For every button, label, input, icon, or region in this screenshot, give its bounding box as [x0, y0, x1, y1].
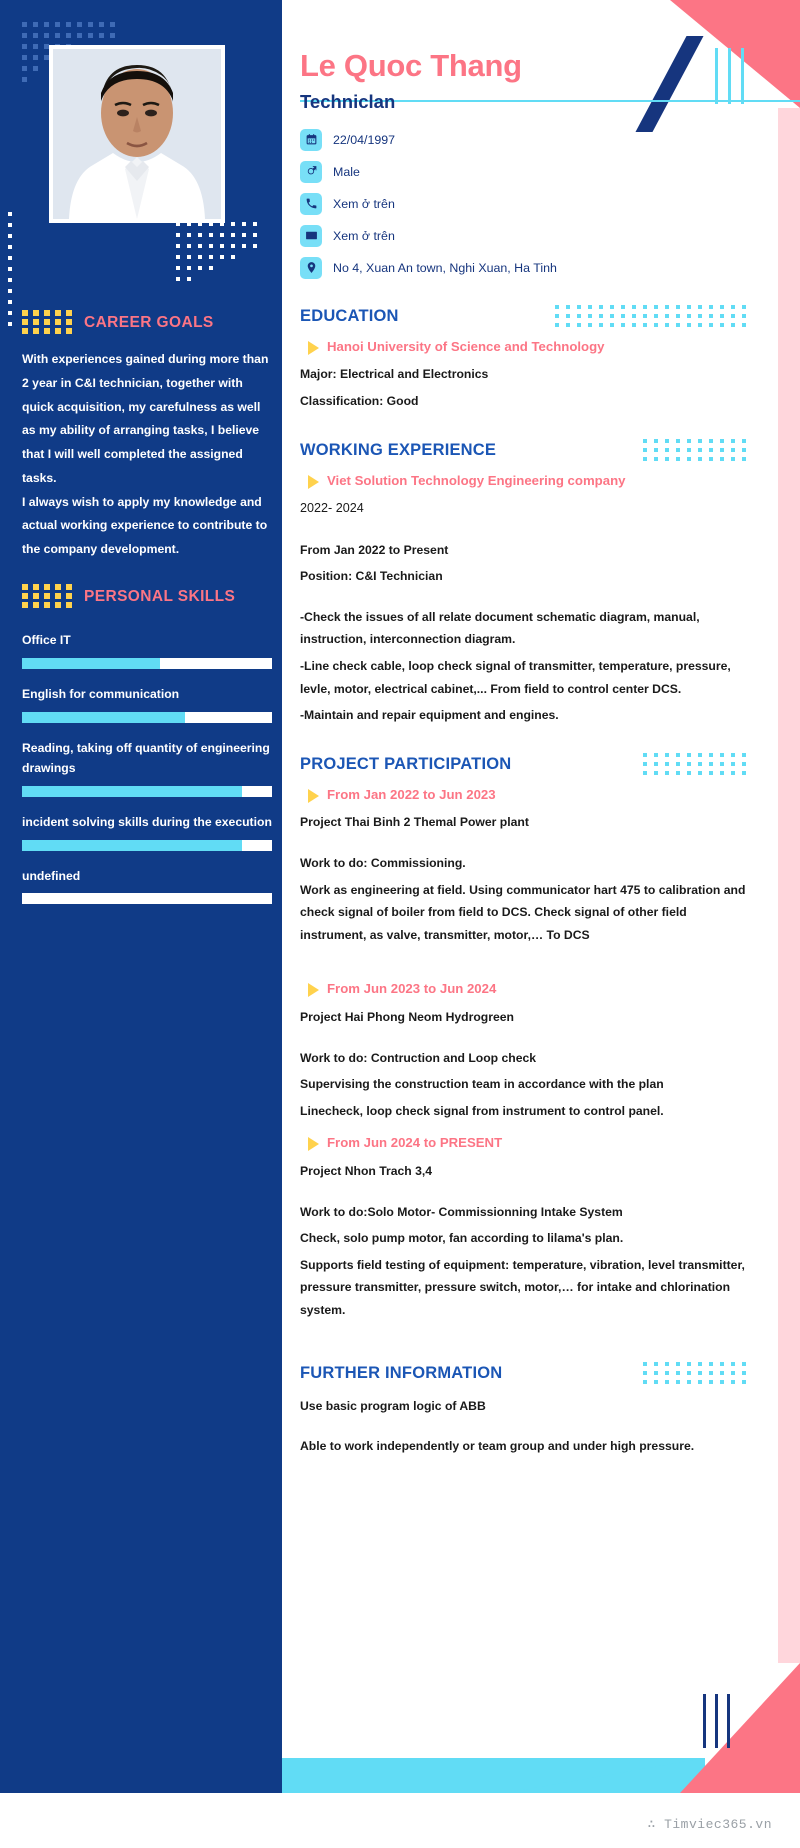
- education-school: Hanoi University of Science and Technology: [327, 338, 605, 354]
- further-information-header: [300, 1362, 755, 1386]
- contact-row-gender[interactable]: [300, 161, 755, 183]
- project-item: [300, 1134, 755, 1321]
- contact-text: 22/04/1997: [333, 132, 396, 147]
- project-detail: Supports field testing of equipment: temperature, vibration, level transmitter, pressure transmitter, pressure switch, motor,… for intake and chlorination system.: [300, 1257, 745, 1317]
- sidebar-content: [22, 310, 272, 919]
- project-period: From Jun 2024 to PRESENT: [327, 1135, 503, 1151]
- project-period-row: [308, 786, 755, 804]
- working-experience-entry: [308, 472, 755, 490]
- decorative-dot-grid-right: [176, 222, 268, 282]
- duty-line: -Maintain and repair equipment and engines.: [300, 708, 559, 723]
- employment-period: From Jan 2022 to Present: [300, 542, 449, 557]
- education-title: EDUCATION: [300, 307, 399, 326]
- contact-text: Xem ở trên: [333, 228, 395, 243]
- personal-skills-heading: [22, 584, 272, 610]
- skill-label: undefined: [22, 868, 81, 883]
- project-detail: Work as engineering at field. Using communicator hart 475 to calibration and check signal of boiler from field to DCS. Check signal of other field instrument, as valve, transmitter, motor,… To DCS: [300, 882, 746, 942]
- further-information-title: FURTHER INFORMATION: [300, 1364, 503, 1382]
- skill-list: [22, 630, 272, 904]
- contact-row-address[interactable]: [300, 257, 755, 279]
- calendar-icon: [300, 129, 322, 151]
- skill-label: Office IT: [22, 633, 71, 648]
- employment-years: 2022- 2024: [300, 501, 364, 516]
- career-goals-paragraph-2: I always wish to apply my knowledge and actual working experience to contribute to the company development.: [22, 494, 268, 557]
- duty-line: -Check the issues of all relate document schematic diagram, manual, instruction, interconnection diagram.: [300, 609, 700, 647]
- contact-text: Male: [333, 164, 360, 179]
- personal-skills-title: PERSONAL SKILLS: [84, 588, 236, 606]
- skill-item: [22, 630, 272, 669]
- duty-line: -Line check cable, loop check signal of transmitter, temperature, pressure, levle, motor, electrical cabinet,... From field to control center DCS.: [300, 658, 731, 696]
- triangle-bullet-icon: [308, 475, 319, 489]
- education-entry: [308, 338, 755, 356]
- contact-row-phone[interactable]: [300, 193, 755, 215]
- skill-progress-fill: [22, 786, 242, 797]
- project-detail: Work to do: Commissioning.: [300, 856, 466, 870]
- project-detail: Check, solo pump motor, fan according to lilama's plan.: [300, 1231, 624, 1246]
- main-column: [300, 0, 755, 1462]
- profile-photo: [53, 49, 221, 219]
- cyan-dot-grid-icon: [643, 753, 755, 777]
- further-information-line: Able to work independently or team group and under high pressure.: [300, 1439, 695, 1454]
- career-goals-heading: [22, 310, 272, 336]
- skill-progress-bar: [22, 840, 272, 851]
- project-name: Project Hai Phong Neom Hydrogreen: [300, 1010, 514, 1025]
- bottom-right-cyan-triangle: [505, 1758, 705, 1793]
- project-period: From Jun 2023 to Jun 2024: [327, 981, 497, 997]
- page-title: Le Quoc Thang: [300, 48, 522, 83]
- email-icon: [300, 225, 322, 247]
- further-information-line: Use basic program logic of ABB: [300, 1398, 486, 1413]
- right-pink-strip: [778, 108, 800, 1663]
- skill-item: [22, 684, 272, 723]
- cyan-dot-grid-icon: [555, 305, 755, 329]
- project-detail: Work to do: Contruction and Loop check: [300, 1050, 537, 1065]
- project-item: [300, 980, 755, 1122]
- skill-item: [22, 812, 272, 851]
- triangle-bullet-icon: [308, 983, 319, 997]
- skill-label: English for communication: [22, 686, 180, 701]
- company-name: Viet Solution Technology Engineering company: [327, 472, 626, 488]
- contact-text: Xem ở trên: [333, 196, 395, 211]
- skill-progress-fill: [22, 658, 160, 669]
- project-period-row: [308, 980, 755, 998]
- cyan-dot-grid-icon: [643, 439, 755, 463]
- bottom-right-pink-triangle: [680, 1663, 800, 1793]
- triangle-bullet-icon: [308, 341, 319, 355]
- project-period-row: [308, 1134, 755, 1152]
- contact-list: [300, 129, 755, 279]
- skill-progress-bar: [22, 893, 272, 904]
- education-header: [300, 305, 755, 329]
- working-experience-header: [300, 439, 755, 463]
- contact-row-email[interactable]: [300, 225, 755, 247]
- skill-progress-bar: [22, 712, 272, 723]
- skill-progress-fill: [22, 712, 185, 723]
- project-participation-title: PROJECT PARTICIPATION: [300, 755, 512, 774]
- section-education: [300, 305, 755, 413]
- footer-brand: ∴ Timviec365.vn: [647, 1817, 772, 1832]
- skill-item: [22, 738, 272, 797]
- project-item: [300, 786, 755, 947]
- skill-progress-bar: [22, 658, 272, 669]
- career-goals-paragraph-1: With experiences gained during more than 2 year in C&I technician, together with quick acquisition, my carefulness as well as my ability of arranging tasks, I believe that I will well completed the assigned tasks.: [22, 352, 269, 485]
- skill-progress-bar: [22, 786, 272, 797]
- skill-label: incident solving skills during the execution: [22, 814, 272, 829]
- project-period: From Jan 2022 to Jun 2023: [327, 786, 496, 802]
- location-icon: [300, 257, 322, 279]
- bottom-right-navy-lines: [703, 1694, 730, 1748]
- project-name: Project Nhon Trach 3,4: [300, 1164, 433, 1179]
- profile-photo-frame: [49, 45, 225, 223]
- project-participation-header: [300, 753, 755, 777]
- section-project-participation: [300, 753, 755, 1322]
- section-working-experience: [300, 439, 755, 727]
- project-name: Project Thai Binh 2 Themal Power plant: [300, 815, 529, 830]
- career-goals-text: [22, 348, 272, 562]
- project-detail: Supervising the construction team in accordance with the plan: [300, 1077, 664, 1092]
- sidebar: [0, 0, 282, 1793]
- working-experience-title: WORKING EXPERIENCE: [300, 441, 497, 460]
- phone-icon: [300, 193, 322, 215]
- gender-icon: [300, 161, 322, 183]
- triangle-bullet-icon: [308, 1137, 319, 1151]
- career-goals-title: CAREER GOALS: [84, 314, 214, 331]
- skill-item: [22, 866, 272, 905]
- yellow-dot-grid-icon: [22, 310, 74, 336]
- triangle-bullet-icon: [308, 789, 319, 803]
- education-major: Major: Electrical and Electronics: [300, 367, 489, 382]
- project-detail: Linecheck, loop check signal from instrument to control panel.: [300, 1103, 664, 1118]
- section-further-information: [300, 1362, 755, 1458]
- employment-position: Position: C&I Technician: [300, 569, 443, 584]
- skill-progress-fill: [22, 840, 242, 851]
- contact-text: No 4, Xuan An town, Nghi Xuan, Ha Tinh: [333, 260, 557, 275]
- education-classification: Classification: Good: [300, 394, 419, 409]
- job-title: Techniclan: [300, 90, 396, 112]
- cyan-dot-grid-icon: [643, 1362, 755, 1386]
- yellow-dot-grid-icon: [22, 584, 74, 610]
- skill-label: Reading, taking off quantity of engineering drawings: [22, 740, 270, 776]
- contact-row-birthdate[interactable]: [300, 129, 755, 151]
- project-detail: Work to do:Solo Motor- Commissionning Intake System: [300, 1204, 623, 1219]
